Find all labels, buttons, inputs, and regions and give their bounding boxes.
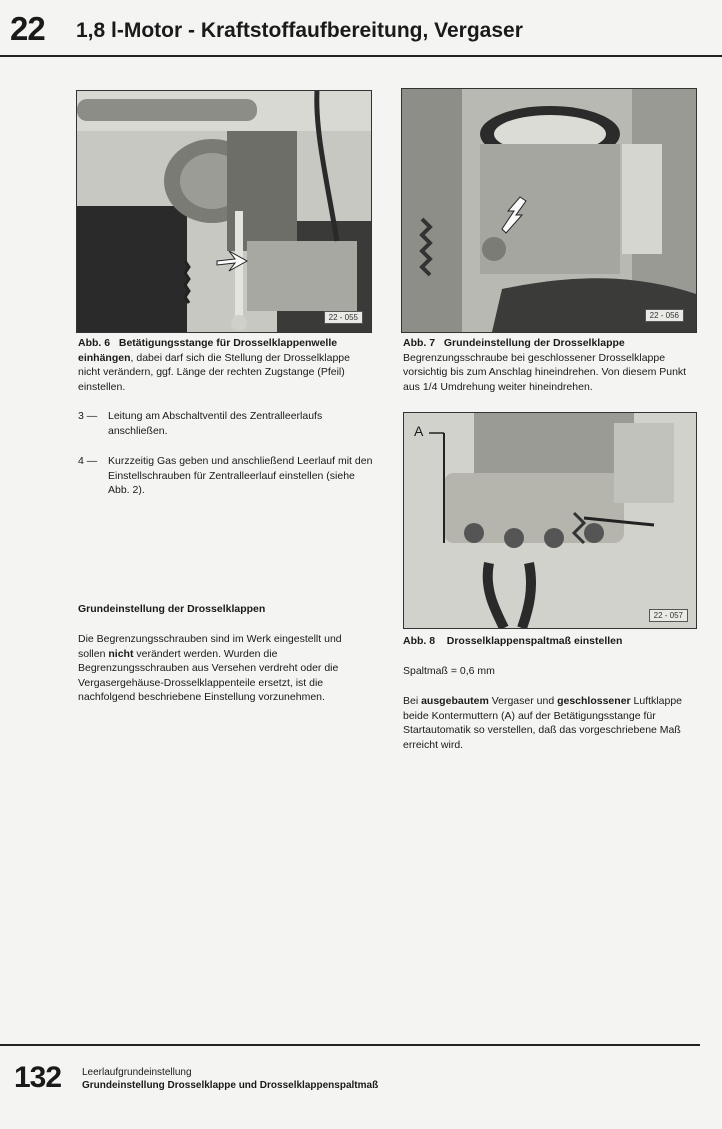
figure-6-caption [78,336,368,394]
figure-8-marker-a: A [414,423,424,439]
gap-measurement: Spaltmaß = 0,6 mm [403,665,495,677]
step-text: Leitung am Abschaltventil des Zentralleerlaufs anschließen. [108,410,323,437]
footer-section-line-2: Grundeinstellung Drosselklappe und Drosselklappenspaltmaß [82,1080,379,1091]
gap-text-2: Vergaser und [488,695,558,707]
figure-6-label: Abb. 6 [78,337,111,349]
step-number: 3 — [78,410,98,422]
figure-8-caption-bold: Drosselklappenspaltmaß einstellen [446,635,623,647]
figure-8-label: Abb. 8 [403,635,436,647]
figure-7-tag: 22 - 056 [645,309,684,322]
throttle-stop-screw-illustration [402,89,696,332]
throttle-gap-illustration [404,413,696,628]
figure-7-label: Abb. 7 [403,337,436,349]
figure-6-tag: 22 - 055 [324,311,363,324]
gap-text-3: Luftklappe beide Kontermuttern (A) auf der Betätigungsstange für Startautomatik so verstellen, daß das vorgeschriebene Maß erreicht wird. [403,695,682,751]
header-rule [0,55,722,57]
gap-text-bold-2: geschlossener [557,695,631,707]
figure-6-caption-bold: Betätigungsstange für Drosselklappenwelle einhängen [78,337,338,364]
page-title: 1,8 l-Motor - Kraftstoffaufbereitung, Vergaser [76,19,523,42]
figure-7-caption-bold: Grundeinstellung der Drosselklappe [443,337,625,349]
steps-list [78,409,373,498]
step-item [78,409,373,438]
section-heading: Grundeinstellung der Drosselklappen [78,603,266,615]
page-number: 132 [14,1061,62,1094]
figure-7-caption [403,336,699,394]
figure-8-caption [403,634,699,649]
section-text-2: verändert werden. Wurden die Begrenzungsschrauben aus Versehen verdreht oder die Vergasergehäuse-Drosselklappenteile ersetzt, ist die nachfolgend beschriebene Einstellung vorzunehmen. [78,647,339,703]
chapter-number: 22 [10,10,45,47]
section-text-bold: nicht [108,647,134,660]
footer-section-line-1: Leerlaufgrundeinstellung [82,1067,192,1078]
figure-7-photo [401,88,697,333]
section-paragraph [78,632,368,705]
footer-rule [0,1044,700,1046]
step-text: Kurzzeitig Gas geben und anschließend Leerlauf mit den Einstellschrauben für Zentralleerlauf einstellen (siehe Abb. 2). [108,455,373,496]
gap-text-bold-1: ausgebautem [421,695,489,707]
figure-8-photo [403,412,697,629]
gap-procedure-paragraph [403,694,697,752]
step-number: 4 — [78,455,98,467]
carburetor-linkage-illustration [77,91,371,332]
figure-6-caption-text: , dabei darf sich die Stellung der Drosselklappe nicht verändern, ggf. Länge der rechten Zugstange (Pfeil) einstellen. [78,351,350,393]
step-item [78,454,373,498]
figure-8-tag: 22 - 057 [649,609,688,622]
figure-7-caption-text: Begrenzungsschraube bei geschlossener Drosselklappe vorsichtig bis zum Anschlag hineindrehen. Von diesem Punkt aus 1/4 Umdrehung weiter hineindrehen. [403,351,687,393]
figure-6-photo [76,90,372,333]
section-text-1: Die Begrenzungsschrauben sind im Werk eingestellt und sollen [78,633,342,660]
gap-text-1: Bei [403,695,422,707]
